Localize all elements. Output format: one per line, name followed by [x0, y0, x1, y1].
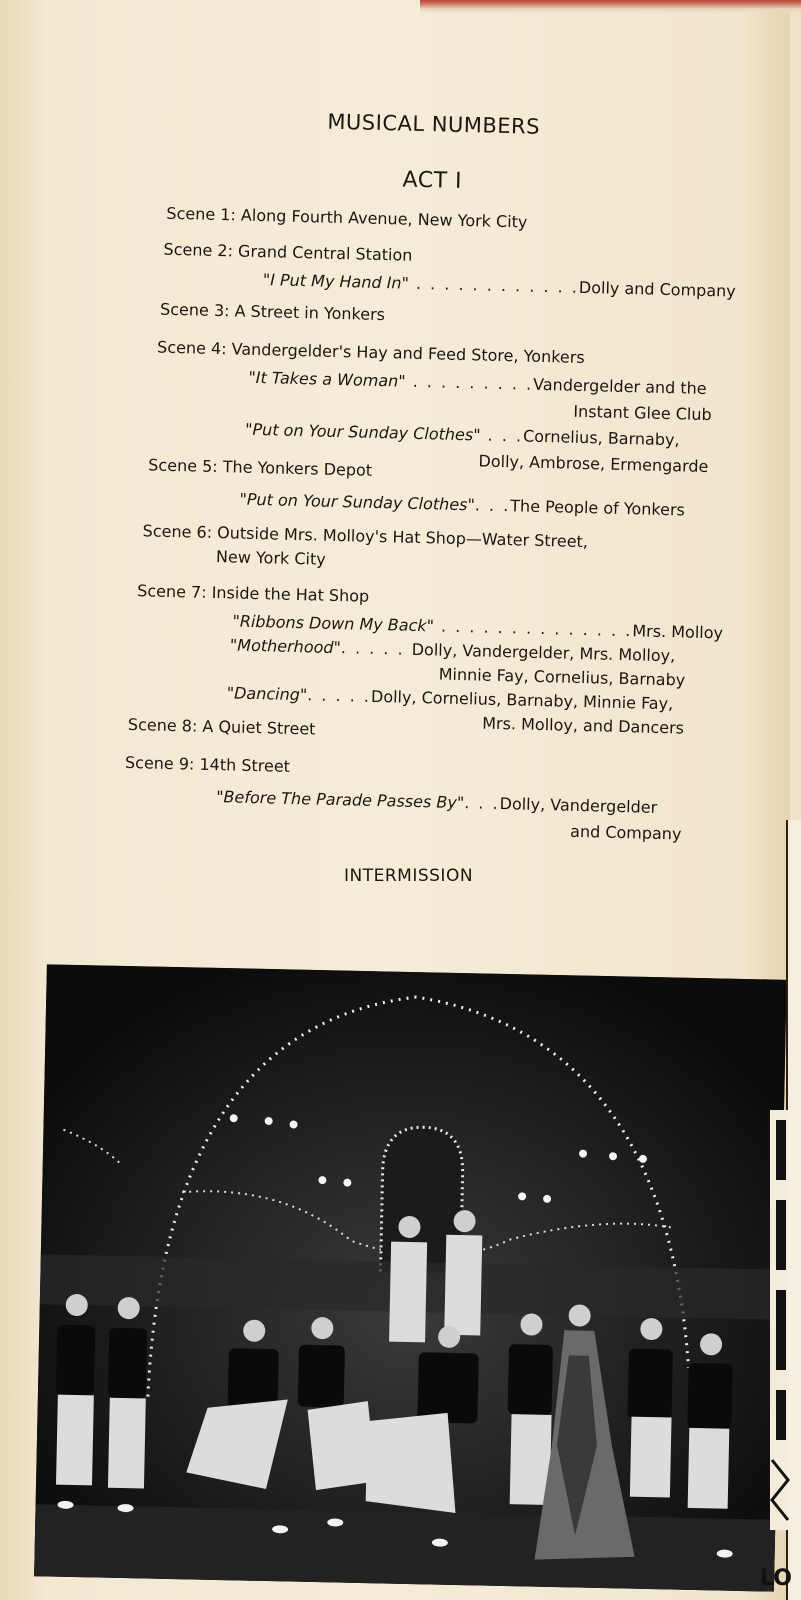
song-title: "It Takes a Woman"	[248, 367, 406, 391]
song-entry	[230, 635, 676, 665]
leader-dots: . . .	[463, 793, 500, 814]
song-performers-continued: Dolly, Ambrose, Ermengarde	[478, 451, 709, 477]
adjacent-page-graphic	[768, 1110, 790, 1530]
scene-4: Scene 4: Vandergelder's Hay and Feed Store, Yonkers	[156, 337, 585, 367]
leader-dots: . . . . . . . . . . . .	[408, 273, 580, 297]
scene-6: Scene 6: Outside Mrs. Molloy's Hat Shop—Water Street,	[142, 521, 589, 552]
scene-1: Scene 1: Along Fourth Avenue, New York City	[166, 203, 528, 232]
song-title: "Dancing"	[226, 683, 308, 705]
stage-photo	[34, 964, 787, 1591]
leader-dots: . . . . . . . . .	[405, 371, 534, 394]
song-entry	[248, 368, 707, 398]
song-entry	[216, 787, 657, 817]
song-performers-continued: Minnie Fay, Cornelius, Barnaby	[438, 664, 686, 690]
song-performers: Dolly, Cornelius, Barnaby, Minnie Fay,	[370, 686, 674, 714]
scene-9: Scene 9: 14th Street	[124, 752, 291, 776]
scene-2: Scene 2: Grand Central Station	[163, 239, 413, 265]
intermission-label: INTERMISSION	[344, 866, 474, 886]
leader-dots: . . . . .	[307, 685, 372, 706]
song-performers: The People of Yonkers	[510, 496, 686, 520]
song-performers-continued: Instant Glee Club	[573, 401, 712, 425]
song-entry	[227, 683, 674, 713]
scene-6-line-2: New York City	[215, 547, 326, 569]
song-entry	[245, 420, 680, 450]
song-entry	[239, 490, 685, 520]
song-performers: Dolly and Company	[578, 277, 736, 301]
song-title: "Motherhood"	[229, 635, 342, 658]
scene-3: Scene 3: A Street in Yonkers	[159, 299, 386, 325]
song-performers: Mrs. Molloy	[632, 621, 724, 643]
song-entry	[263, 270, 736, 301]
song-title: "Before The Parade Passes By"	[215, 787, 465, 813]
song-performers-continued: Mrs. Molloy, and Dancers	[482, 713, 685, 738]
song-title: "I Put My Hand In"	[262, 270, 410, 293]
scene-8: Scene 8: A Quiet Street	[127, 714, 316, 739]
song-performers: Vandergelder and the	[532, 374, 707, 398]
song-title: "Ribbons Down My Back"	[232, 611, 435, 636]
act-heading: ACT I	[402, 167, 463, 194]
song-performers-continued: and Company	[569, 821, 682, 844]
stage-scene-illustration	[34, 964, 787, 1591]
leader-dots: . . .	[480, 425, 524, 446]
leader-dots: . . . . . . . . . . . . . .	[433, 616, 633, 641]
song-performers: Dolly, Vandergelder	[499, 794, 658, 817]
song-title: "Put on Your Sunday Clothes"	[239, 489, 476, 515]
song-performers: Cornelius, Barnaby,	[522, 426, 680, 450]
scene-7: Scene 7: Inside the Hat Shop	[136, 581, 370, 606]
leader-dots: . . . . .	[340, 638, 412, 659]
leader-dots: . . .	[474, 495, 511, 516]
song-title: "Put on Your Sunday Clothes"	[244, 419, 481, 445]
adjacent-page-text: LO	[760, 1566, 792, 1591]
scene-5: Scene 5: The Yonkers Depot	[148, 455, 373, 480]
page-heading: MUSICAL NUMBERS	[327, 109, 541, 139]
song-performers: Dolly, Vandergelder, Mrs. Molloy,	[411, 639, 676, 666]
